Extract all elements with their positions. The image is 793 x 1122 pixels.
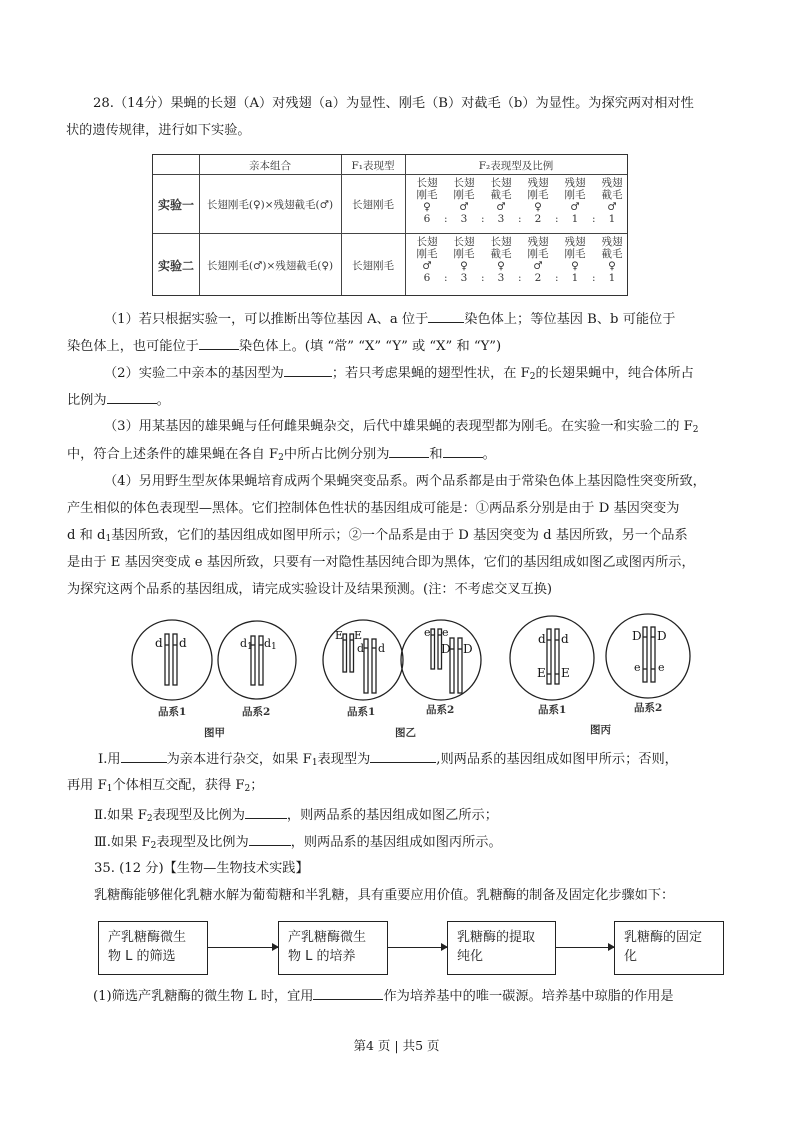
q28-p2-text-d: 比例为 xyxy=(67,393,107,408)
q28-pI-line1 xyxy=(98,750,678,772)
q28-pIII-text-b: 表现型及比例为 xyxy=(156,835,249,850)
row1-f1: 长翅刚毛 xyxy=(352,199,394,211)
q28-pIII-text-a: Ⅲ.如果 F xyxy=(94,835,151,850)
allele-label: d xyxy=(378,642,386,655)
ratio-separator: : xyxy=(518,213,522,225)
answer-blank-9[interactable] xyxy=(245,806,287,819)
q28-p2-text-e: 。 xyxy=(156,393,170,408)
answer-blank-5[interactable] xyxy=(389,445,429,458)
strain2-caption: 品系2 xyxy=(242,706,271,718)
q28-p2-text-c: 的长翅果蝇中，纯合体所占 xyxy=(535,366,694,381)
flow-step-3-line2: 纯化 xyxy=(457,949,484,964)
strain1-caption: 品系1 xyxy=(347,706,376,718)
strain1-caption: 品系1 xyxy=(158,706,187,718)
f2-ratio: 6 xyxy=(423,272,431,284)
f2-sex: ♂ xyxy=(533,260,543,272)
q28-p4-line5: 为探究这两个品系的基因组成，请完成实验设计及结果预测。(注：不考虑交叉互换) xyxy=(67,582,553,597)
f2-wing: 长翅 xyxy=(416,177,438,189)
cell-circle xyxy=(606,614,690,698)
f2-sex: ♀ xyxy=(608,260,616,272)
arrow-icon xyxy=(208,947,278,948)
flow-step-1 xyxy=(98,921,208,975)
f2-phenotype-column xyxy=(483,177,519,225)
flow-step-4-line1: 乳糖酶的固定 xyxy=(624,930,703,945)
flow-step-4 xyxy=(614,921,724,975)
f2-bristle: 刚毛 xyxy=(564,248,586,260)
q28-p2-line2 xyxy=(67,391,170,410)
f2-phenotype-column xyxy=(409,236,445,284)
allele-label: D xyxy=(441,642,451,656)
allele-label: e xyxy=(658,661,665,674)
q28-pI-text-b: 为亲本进行杂交，如果 F xyxy=(166,752,312,767)
f2-sex: ♀ xyxy=(571,260,579,272)
q35-p1-line xyxy=(93,987,674,1006)
f2-wing: 长翅 xyxy=(453,177,475,189)
f2-bristle: 截毛 xyxy=(490,189,512,201)
f2-sex: ♀ xyxy=(534,201,542,213)
f2-ratio: 3 xyxy=(460,213,468,225)
row2-parents: 长翅刚毛(♂)×残翅截毛(♀) xyxy=(206,260,334,272)
chromosome xyxy=(173,634,177,685)
allele-label: E xyxy=(561,666,570,680)
sub-2: 2 xyxy=(278,453,284,463)
answer-blank-6[interactable] xyxy=(443,445,483,458)
arrow-icon xyxy=(388,947,447,948)
f2-phenotype-column xyxy=(520,177,556,225)
strain2-caption: 品系2 xyxy=(426,704,455,716)
f2-wing: 残翅 xyxy=(601,177,623,189)
allele-label: D xyxy=(463,642,473,656)
f2-ratio: 1 xyxy=(608,213,616,225)
q28-p1-line1 xyxy=(104,310,675,329)
allele-label: E xyxy=(537,666,546,680)
q28-p1-text-b: 染色体上；等位基因 B、b 可能位于 xyxy=(464,312,676,327)
allele-label: d xyxy=(357,642,365,655)
q28-p3-text-a: （3）用某基因的雄果蝇与任何雌果蝇杂交，后代中雄果蝇的表现型都为刚毛。在实验一和实验二的 F xyxy=(104,419,693,434)
experiment-table xyxy=(152,154,628,296)
f2-ratio: 3 xyxy=(460,272,468,284)
f2-phenotype-column xyxy=(594,177,630,225)
allele-label: D xyxy=(632,629,642,643)
allele-label: e xyxy=(634,661,641,674)
allele-label: $d_1$ xyxy=(264,637,277,652)
q28-pI-text-f: 个体相互交配，获得 F xyxy=(112,778,245,793)
flow-step-2 xyxy=(278,921,388,975)
flow-step-2-line2: 物 L 的培养 xyxy=(288,949,356,964)
ratio-separator: : xyxy=(592,213,596,225)
sub-1: 1 xyxy=(106,784,113,794)
ratio-separator: : xyxy=(518,272,522,284)
q28-p2-text-b: ；若只考虑果蝇的翅型性状，在 F xyxy=(331,366,530,381)
allele-label: d xyxy=(155,636,163,650)
f2-phenotype-column xyxy=(557,177,593,225)
f2-sex: ♂ xyxy=(496,201,506,213)
f2-sex: ♀ xyxy=(460,260,468,272)
f2-sex: ♂ xyxy=(570,201,580,213)
f2-wing: 长翅 xyxy=(490,236,512,248)
q35-p1-text-a: (1)筛选产乳糖酶的微生物 L 时，宜用 xyxy=(93,989,314,1004)
allele-label: d xyxy=(561,632,569,646)
f2-ratio: 3 xyxy=(497,213,505,225)
f2-phenotype-column xyxy=(483,236,519,284)
f2-wing: 残翅 xyxy=(527,177,549,189)
q28-p3-line2 xyxy=(67,445,496,467)
chromosome xyxy=(364,639,368,693)
sub-2: 2 xyxy=(529,372,536,382)
allele-label: E xyxy=(335,629,344,642)
q28-intro-line1: 28.（14分）果蝇的长翅（A）对残翅（a）为显性、刚毛（B）对截毛（b）为显性。为探究两对相对性 xyxy=(93,96,694,111)
allele-label: E xyxy=(354,629,363,642)
allele-label: e xyxy=(424,626,431,639)
figure-bing-caption: 图丙 xyxy=(590,724,611,736)
row1-parents: 长翅刚毛(♀)×残翅截毛(♂) xyxy=(206,199,334,211)
q28-pII-text-b: 表现型及比例为 xyxy=(152,808,245,823)
f2-ratio: 2 xyxy=(534,272,542,284)
f2-phenotype-column xyxy=(594,236,630,284)
f2-ratio: 1 xyxy=(571,272,579,284)
f2-ratio: 6 xyxy=(423,213,431,225)
f2-wing: 长翅 xyxy=(453,236,475,248)
sub-1: 1 xyxy=(311,758,318,768)
f2-sex: ♀ xyxy=(497,260,505,272)
q35-intro: 乳糖酶能够催化乳糖水解为葡萄糖和半乳糖，具有重要应用价值。乳糖酶的制备及固定化步骤如下： xyxy=(94,888,675,903)
f2-ratio: 1 xyxy=(571,213,579,225)
sub-2: 2 xyxy=(150,841,157,851)
sub-1: 1 xyxy=(105,534,112,544)
header-parents: 亲本组合 xyxy=(249,160,291,172)
ratio-separator: : xyxy=(444,213,448,225)
flow-step-1-line1: 产乳糖酶微生 xyxy=(108,930,187,945)
chromosome xyxy=(458,638,462,693)
q28-pI-text-a: Ⅰ.用 xyxy=(98,752,121,767)
answer-blank-1[interactable] xyxy=(428,310,464,323)
f2-wing: 长翅 xyxy=(490,177,512,189)
sub-2: 2 xyxy=(692,425,699,435)
flow-step-3 xyxy=(447,921,556,975)
q35-p1-text-b: 作为培养基中的唯一碳源。培养基中琼脂的作用是 xyxy=(383,989,674,1004)
f2-bristle: 刚毛 xyxy=(453,189,475,201)
f2-bristle: 刚毛 xyxy=(564,189,586,201)
q28-pII-text-c: ，则两品系的基因组成如图乙所示； xyxy=(286,808,498,823)
q28-p1-text-c: 染色体上，也可能位于 xyxy=(67,339,199,354)
f2-bristle: 刚毛 xyxy=(416,248,438,260)
flow-step-4-line2: 化 xyxy=(624,949,638,964)
ratio-separator: : xyxy=(444,272,448,284)
f2-phenotype-column xyxy=(557,236,593,284)
chromosome xyxy=(372,639,376,693)
q28-p1-text-a: （1）若只根据实验一，可以推断出等位基因 A、a 位于 xyxy=(104,312,429,327)
chromosome xyxy=(165,634,169,685)
q28-pI-line2 xyxy=(67,777,263,798)
q28-p4-text-l3b: 基因所致，它们的基因组成如图甲所示；②一个品系是由于 D 基因突变为 d 基因所致，另一个品系 xyxy=(111,528,688,543)
f2-bristle: 截毛 xyxy=(490,248,512,260)
flow-step-2-line1: 产乳糖酶微生 xyxy=(288,930,367,945)
f2-wing: 残翅 xyxy=(564,236,586,248)
f2-sex: ♂ xyxy=(459,201,469,213)
row1-label: 实验一 xyxy=(157,198,194,212)
f2-ratio: 3 xyxy=(497,272,505,284)
strain2-caption: 品系2 xyxy=(634,702,663,714)
q28-p3-text-e: 。 xyxy=(482,447,496,462)
q28-p1-text-d: 染色体上。(填 “常” “X” “Y” 或 “X” 和 “Y”) xyxy=(238,339,502,354)
figure-yi-caption: 图乙 xyxy=(395,727,416,739)
q28-p3-line1 xyxy=(104,418,699,439)
flow-step-1-line2: 物 L 的筛选 xyxy=(108,949,176,964)
sub-2: 2 xyxy=(244,784,251,794)
answer-blank-11[interactable] xyxy=(313,987,383,1000)
q28-intro-line2: 状的遗传规律，进行如下实验。 xyxy=(66,123,251,138)
f2-bristle: 刚毛 xyxy=(453,248,475,260)
q28-pII-text-a: Ⅱ.如果 F xyxy=(94,808,147,823)
allele-label: $d_1$ xyxy=(240,637,253,652)
ratio-separator: : xyxy=(481,272,485,284)
f2-wing: 残翅 xyxy=(527,236,549,248)
sub-2: 2 xyxy=(146,814,153,824)
chromosome-diagrams xyxy=(120,612,720,742)
row2-label: 实验二 xyxy=(157,259,194,273)
ratio-separator: : xyxy=(555,272,559,284)
row2-f1: 长翅刚毛 xyxy=(352,260,394,272)
f2-bristle: 刚毛 xyxy=(416,189,438,201)
f2-sex: ♂ xyxy=(422,260,432,272)
q28-p3-text-b: 中，符合上述条件的雄果蝇在各自 F xyxy=(67,447,279,462)
cell-circle xyxy=(132,620,212,700)
f2-wing: 残翅 xyxy=(601,236,623,248)
header-f2: F₂表现型及比例 xyxy=(478,160,554,172)
q28-pI-text-g: ； xyxy=(250,778,264,793)
header-f1: F₁表现型 xyxy=(351,160,395,172)
cell-circle xyxy=(510,616,594,700)
f2-phenotype-column xyxy=(446,177,482,225)
chromosome xyxy=(259,636,263,685)
q28-p4-line2: 产生相似的体色表现型—黑体。它们控制体色性状的基因组成可能是：①两品系分别是由于 D 基因突变为 xyxy=(67,501,680,516)
answer-blank-10[interactable] xyxy=(249,833,291,846)
figure-jia-caption: 图甲 xyxy=(204,727,225,739)
q28-pIII-line xyxy=(94,833,502,855)
q28-p4-line3 xyxy=(67,527,688,548)
q28-p4-line4: 是由于 E 基因突变成 e 基因所致，只要有一对隐性基因纯合即为黑体，它们的基因组成如图乙或图丙所示， xyxy=(67,555,695,570)
chromosome xyxy=(547,629,551,684)
q28-p4-line1: （4）另用野生型灰体果蝇培育成两个果蝇突变品系。两个品系都是由于常染色体上基因隐性突变所致， xyxy=(104,474,706,489)
flow-step-3-line1: 乳糖酶的提取 xyxy=(457,930,536,945)
q28-p1-line2 xyxy=(67,337,501,356)
q28-p2-text-a: （2）实验二中亲本的基因型为 xyxy=(104,366,284,381)
answer-blank-4[interactable] xyxy=(107,391,157,404)
page-footer: 第4 页 | 共5 页 xyxy=(353,1038,440,1053)
ratio-separator: : xyxy=(481,213,485,225)
q28-p3-text-d: 和 xyxy=(429,447,443,462)
chromosome xyxy=(643,627,647,682)
ratio-separator: : xyxy=(592,272,596,284)
f2-sex: ♂ xyxy=(607,201,617,213)
allele-label: d xyxy=(179,636,187,650)
allele-label: e xyxy=(442,626,449,639)
q28-pII-line xyxy=(94,806,498,828)
q28-pI-text-d: ,则两品系的基因组成如图甲所示；否则， xyxy=(436,752,678,767)
f2-bristle: 截毛 xyxy=(601,189,623,201)
q28-pIII-text-c: ，则两品系的基因组成如图丙所示。 xyxy=(290,835,502,850)
f2-ratio: 1 xyxy=(608,272,616,284)
f2-sex: ♀ xyxy=(423,201,431,213)
f2-phenotype-column xyxy=(520,236,556,284)
f2-wing: 长翅 xyxy=(416,236,438,248)
answer-blank-2[interactable] xyxy=(199,337,239,350)
allele-label: d xyxy=(538,632,546,646)
q28-p2-line1 xyxy=(104,364,694,386)
f2-bristle: 刚毛 xyxy=(527,189,549,201)
f2-phenotype-column xyxy=(409,177,445,225)
q28-pI-text-c: 表现型为 xyxy=(317,752,371,767)
chromosome xyxy=(651,627,655,682)
cell-circle xyxy=(218,621,296,699)
strain1-caption: 品系1 xyxy=(538,704,567,716)
f2-bristle: 截毛 xyxy=(601,248,623,260)
f2-phenotype-column xyxy=(446,236,482,284)
allele-label: D xyxy=(657,629,667,643)
arrow-icon xyxy=(556,947,614,948)
f2-bristle: 刚毛 xyxy=(527,248,549,260)
chromosome-svg xyxy=(120,612,720,742)
q28-p4-text-l3a: d 和 d xyxy=(67,528,106,543)
answer-blank-7[interactable] xyxy=(121,750,167,763)
chromosome xyxy=(555,629,559,684)
q35-title: 35. (12 分)【生物—生物技术实践】 xyxy=(94,861,309,876)
q28-p3-text-c: 中所占比例分别为 xyxy=(283,447,390,462)
q28-pI-text-e: 再用 F xyxy=(67,778,107,793)
f2-wing: 残翅 xyxy=(564,177,586,189)
ratio-separator: : xyxy=(555,213,559,225)
answer-blank-8[interactable] xyxy=(370,750,436,763)
answer-blank-3[interactable] xyxy=(284,364,332,377)
f2-ratio: 2 xyxy=(534,213,542,225)
